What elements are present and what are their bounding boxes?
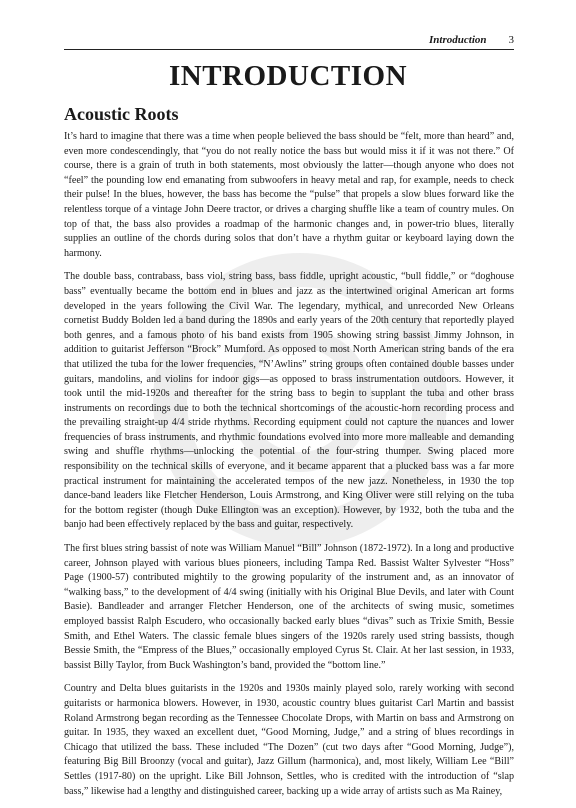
section-heading: Acoustic Roots (64, 104, 179, 124)
body-text (64, 104, 514, 808)
page-number: 3 (508, 34, 514, 46)
page-title: INTRODUCTION (168, 60, 408, 92)
paragraph: Country and Delta blues guitarists in the 1920s and 1930s mainly played solo, rarely working with second guitarists or harmonica blowers. However, in 1930, acoustic country blues guitarist Carl Martin and bassist Roland Armstrong began recording as the Tennessee Chocolate Drops, with Martin on bass and Armstrong on guitar. In 1935, they waxed an excellent duet, “Good Morning, Judge,” and a string of blues recordings in Chicago that utilized the bass. These included “The Dozen” (cut two days after “Good Morning, Judge”), featuring Big Bill Broonzy (vocal and guitar), Jazz Gillum (harmonica), and, most likely, William Lee “Bill” Settles (1917-80) on the upright. Like Bill Johnson, Settles, who is credited with the introduction of “slap bass,” likewise had a lengthy and distinguished career, backing up a wide array of artists such as Ma Rainey, (64, 683, 514, 797)
running-head (64, 30, 514, 50)
paragraph: The double bass, contrabass, bass viol, string bass, bass fiddle, upright acoustic, “bull fiddle,” or “doghouse bass” eventually became the bottom end in blues and jazz as the intertwined original American art forms developed in the years following the Civil War. The legendary, mythical, and unrecorded New Orleans cornetist Buddy Bolden led a band during the 1890s and early years of the 20th century that reportedly played both genres, and a famous photo of his band exists from 1905 showing string bassist Jimmy Johnson, in addition to guitarist Jefferson “Brock” Mumford. As opposed to most North American string bands of the era that utilized the tuba for the lower frequencies, “N’Awlins” string groups often contained double basses under guitars, mandolins, and violins for indoor gigs—as opposed to brass instrumentation outdoors. However, it took until the mid-1920s and thereafter for the string bass to begin to supplant the tuba and other brass instruments on recordings due to both the technical shortcomings of the acoustic-horn recording process and the prevailing straight-up 4/4 stride rhythms. Recording equipment could not capture the nuances and lower frequencies of brass instruments, and rhythmic foundations evolved into more more malleable and demanding swing and shuffle rhythms—unlocking the potential of the four-string thumper. Swing placed more responsibility on the technical skills of everyone, and it became apparent that a plucked bass was a far more practical instrument for maintaining the accelerated tempos of the new jazz. Nonetheless, in 1930 the top dance-band leaders like Fletcher Henderson, Louis Armstrong, and King Oliver were still relying on the tuba for the bottom register (though Duke Ellington was an exception). However, by 1932, both the tuba and the banjo had been effectively replaced by the bass and guitar, respectively. (64, 271, 514, 531)
paragraph: It’s hard to imagine that there was a time when people believed the bass should be “felt, more than heard” and, even more condescendingly, that “you do not really notice the bass but would miss it if it was not there.” Of course, there is a grain of truth in both statements, most obviously the latter—though anyone who does not “feel” the pounding low end emanating from subwoofers in heavy metal and rap, for example, needs to check their pulse! In the blues, however, the bass has become the “pulse” that propels a slow blues forward like the relentless torque of a vintage John Deere tractor, or drives a charging shuffle like a team of country mules. On top of that, the bass also provides a roadmap of the harmonic changes and, in power-trio blues, literally supplies an outline of the chords during solos that don’t have a rhythm guitar or keyboard laying down the harmony. (64, 131, 514, 259)
paragraph: The first blues string bassist of note was William Manuel “Bill” Johnson (1872-1972). In a long and productive career, Johnson played with various blues pioneers, including Tampa Red. Bassist Walter Sylvester “Hoss” Page (1900-57) contributed mightily to the growing popularity of the instrument and, as an innovator of “walking bass,” to the development of 4/4 swing (initially with his Original Blue Devils, and later with Count Basie). Bandleader and arranger Fletcher Henderson, one of the architects of swing music, sometimes employed bassist Ralph Escudero, who occasionally backed early blues “divas” such as Trixie Smith, Bessie Smith, and Ethel Waters. The classic female blues singers of the 1920s rarely used string bassists, though Bessie Smith, the “Empress of the Blues,” occasionally employed Cyrus St. Clair. At her last session, in 1933, bassist Billy Taylor, from Buck Washington’s band, provided the “bottom line.” (64, 543, 514, 671)
running-head-section: Introduction (429, 34, 487, 46)
